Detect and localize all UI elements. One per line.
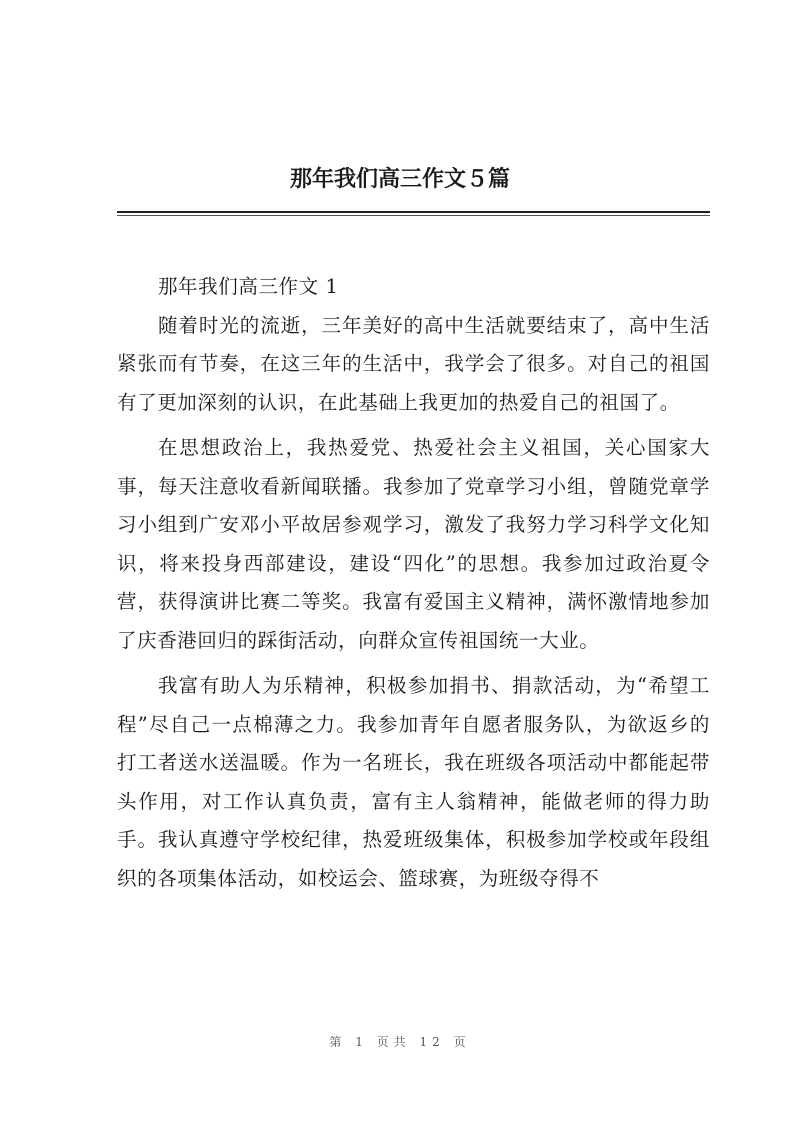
paragraph-2: 在思想政治上，我热爱党、热爱社会主义祖国，关心国家大事，每天注意收看新闻联播。我参加了党章学习小组，曾随党章学习小组到广安邓小平故居参观学习，激发了我努力学习科学文化知识，将来投身西部建设，建设“四化”的思想。我参加过政治夏令营，获得演讲比赛二等奖。我富有爱国主义精神，满怀激情地参加了庆香港回归的踩街活动，向群众宣传祖国统一大业。 [117, 436, 710, 652]
essay-heading: 那年我们高三作文 1 [157, 275, 339, 298]
title-divider-thin [117, 215, 710, 216]
paragraph-1: 随着时光的流逝，三年美好的高中生活就要结束了，高中生活紧张而有节奏，在这三年的生活中，我学会了很多。对自己的祖国有了更加深刻的认识，在此基础上我更加的热爱自己的祖国了。 [117, 313, 710, 414]
page-footer: 第 1 页共 12 页 [329, 1035, 471, 1049]
title-divider [117, 211, 710, 213]
page-title: 那年我们高三作文５篇 [289, 166, 510, 192]
document-body [117, 268, 710, 905]
paragraph-3: 我富有助人为乐精神，积极参加捐书、捐款活动，为“希望工程”尽自己一点棉薄之力。我参加青年自愿者服务队，为欲返乡的打工者送水送温暖。作为一名班长，我在班级各项活动中都能起带头作用，对工作认真负责，富有主人翁精神，能做老师的得力助手。我认真遵守学校纪律，热爱班级集体，积极参加学校或年段组织的各项集体活动，如校运会、篮球赛，为班级夺得不 [117, 674, 710, 890]
